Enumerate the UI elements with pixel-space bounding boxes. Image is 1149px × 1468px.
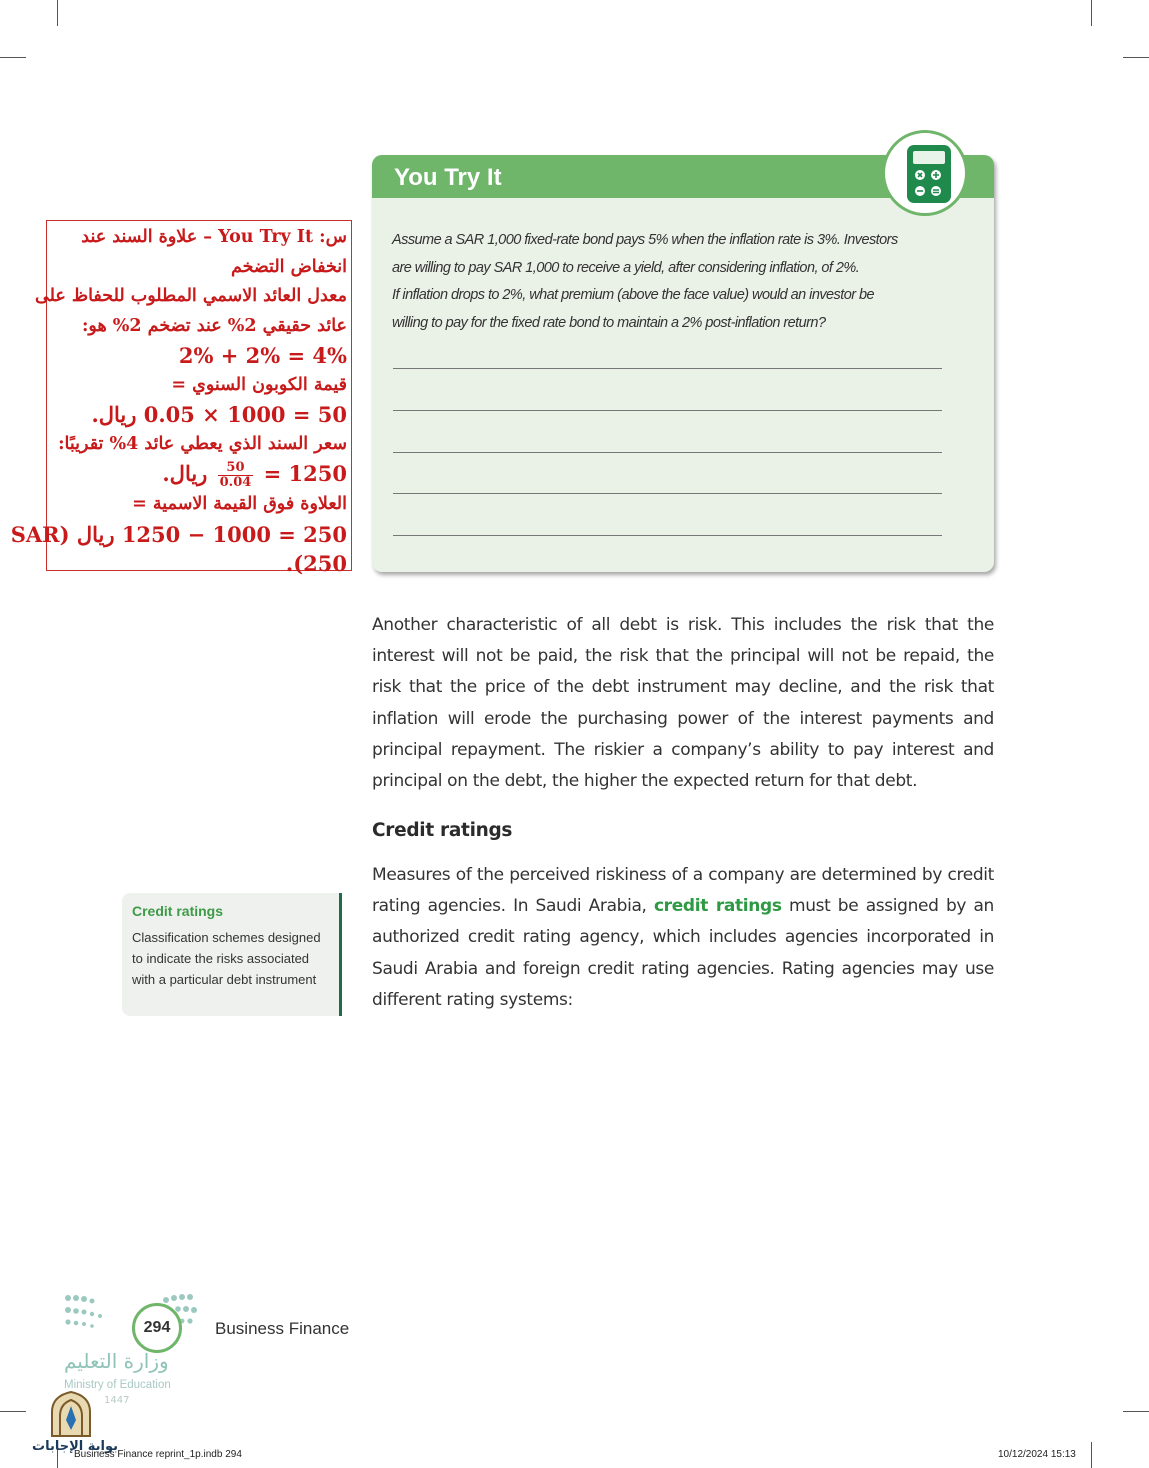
answer-line: س: You Try It – علاوة السند عند [81,227,347,247]
card-question [392,227,962,338]
section-heading: Credit ratings [372,820,513,841]
answer-write-line[interactable] [393,493,942,494]
answer-write-line[interactable] [393,368,942,369]
ministry-name-english: Ministry of Education [64,1379,171,1391]
crop-mark [0,57,26,58]
answer-line: انخفاض التضخم [230,256,347,277]
ministry-year: 1447 [104,1395,130,1406]
question-line: If inflation drops to 2%, what premium (above the face value) would an investor be [392,287,875,304]
you-try-it-card [372,155,994,572]
portal-name: بوابة الإجابات [32,1439,118,1454]
answer-fraction-rhs: ريال. [162,461,208,486]
date-slug: 10/12/2024 15:13 [998,1449,1076,1460]
credit-ratings-paragraph [372,860,994,1016]
answer-line: 250). [285,551,347,576]
answer-line: 250 = 1000 − 1250 ريال (SAR [10,521,347,547]
glossary-box [122,893,342,1016]
answer-line: عائد حقيقي 2% عند تضخم 2% هو: [81,315,347,336]
glossary-term: Credit ratings [132,903,224,919]
question-line: are willing to pay SAR 1,000 to receive a yield, after considering inflation, of 2%. [392,259,860,276]
fraction-numerator: 50 [218,461,254,476]
answer-write-line[interactable] [393,452,942,453]
crop-mark [1123,57,1149,58]
glossary-definition: Classification schemes designed to indicate the risks associated with a particular debt instrument [132,930,321,987]
answer-fraction [218,461,254,490]
portal-logo-icon [48,1390,94,1438]
book-title: Business Finance [215,1319,350,1338]
card-title: You Try It [394,164,502,191]
fraction-denominator: 0.04 [219,475,252,490]
answer-line: 50 = 1000 × 0.05 ريال. [91,402,347,427]
paragraph-text: must be assigned by an authorized credit rating agency, which includes agencies incorporated in Saudi Arabia and foreign credit rating agencies. Rating agencies may use different rating systems: [372,896,994,1010]
question-line: willing to pay for the fixed rate bond to maintain a 2% post-inflation return? [392,315,826,332]
question-line: Assume a SAR 1,000 fixed-rate bond pays 5% when the inflation rate is 3%. Investors [392,232,898,248]
answer-box [10,220,352,576]
answer-write-line[interactable] [393,410,942,411]
ministry-name-arabic: وزارة التعليم [64,1349,169,1373]
crop-mark [1123,1411,1149,1412]
answer-line [51,341,347,371]
answer-line: العلاوة فوق القيمة الاسمية = [132,494,347,514]
answer-equation: 2% + 2% = 4% [178,343,347,368]
calculator-icon [882,130,968,216]
page-number: 294 [132,1303,182,1353]
risk-paragraph: Another characteristic of all debt is risk. This includes the risk that the interest will not be paid, the risk that the principal will not be repaid, the risk that the price of the debt instrument may decline, and the risk that inflation will erode the purchasing power of the interest payments and principal repayment. The riskier a company’s ability to pay interest and principal on the debt, the higher the expected return for that debt. [372,615,994,792]
answer-line [51,459,347,490]
answer-line: معدل العائد الاسمي المطلوب للحفاظ على [34,286,347,306]
keyword-credit-ratings[interactable]: credit ratings [653,896,782,917]
answer-fraction-lhs: 1250 = [263,461,347,486]
answer-line: سعر السند الذي يعطي عائد 4% تقريبًا: [58,433,347,454]
answer-line: قيمة الكوبون السنوي = [171,374,347,395]
paragraph-text: Measures of the perceived riskiness of a company are determined by credit rating agencies. In Saudi Arabia, [372,865,994,917]
crop-mark [1091,1442,1092,1468]
crop-mark [0,1411,26,1412]
crop-mark [57,0,58,26]
answer-write-line[interactable] [393,535,942,536]
file-slug: Business Finance reprint_1p.indb 294 [74,1449,242,1460]
crop-mark [1091,0,1092,26]
